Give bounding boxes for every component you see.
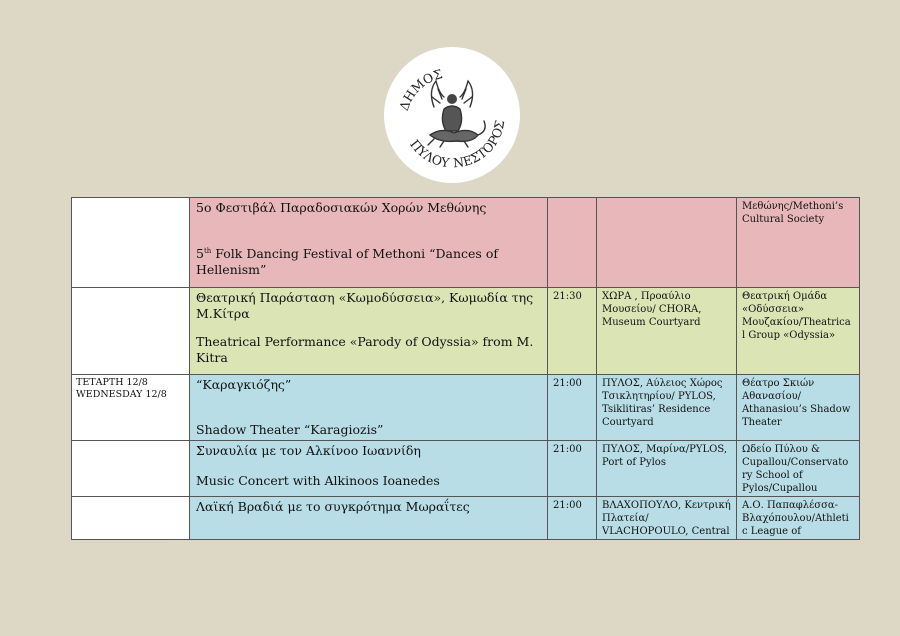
griffin-emblem-icon	[384, 47, 520, 183]
time-cell: 21:00	[548, 441, 597, 497]
event-title-cell	[190, 375, 548, 441]
events-table	[71, 197, 860, 540]
table-row	[72, 441, 860, 497]
event-title-greek: Θεατρική Παράσταση «Κωμοδύσσεια», Κωμωδία της Μ.Κίτρα	[196, 290, 534, 321]
day-greek: ΤΕΤΑΡΤΗ 12/8	[76, 377, 148, 388]
ordinal-number: 5	[196, 246, 204, 261]
event-title-greek: Συναυλία με τον Αλκίνοο Ιωαννίδη	[196, 443, 421, 458]
event-title-greek: “Καραγκιόζης”	[196, 377, 292, 392]
place-cell	[597, 497, 737, 540]
organizer-cell: Ωδείο Πύλου & Cupallou/Conservato ry School of Pylos/Cupallou	[737, 441, 860, 497]
event-title-english	[196, 246, 543, 278]
place-cell: ΠΥΛΟΣ, Μαρίνα/PYLOS, Port of Pylos	[597, 441, 737, 497]
organizer-cell: Θέατρο Σκιών Αθανασίου/ Athanasiou’s Shadow Theater	[737, 375, 860, 441]
event-title-cell	[190, 288, 548, 375]
table-row	[72, 288, 860, 375]
logo-text-bottom-left: ΠΥΛΟΥ	[407, 136, 451, 171]
event-title-greek: 5ο Φεστιβάλ Παραδοσιακών Χορών Μεθώνης	[196, 200, 487, 215]
logo-text-bottom-right: ΝΕΣΤΟΡΟΣ	[452, 119, 508, 171]
municipality-logo	[384, 47, 520, 183]
day-cell	[72, 288, 190, 375]
ordinal-suffix: th	[203, 246, 212, 255]
day-cell	[72, 497, 190, 540]
place-cell	[597, 198, 737, 288]
place-cell: ΧΩΡΑ , Προαύλιο Μουσείου/ CHORA, Museum Courtyard	[597, 288, 737, 375]
event-title-greek: Λαϊκή Βραδιά με το συγκρότημα Μωραΐτες	[196, 499, 470, 514]
time-cell: 21:00	[548, 497, 597, 540]
time-cell: 21:00	[548, 375, 597, 441]
event-title-english-text: Folk Dancing Festival of Methoni “Dances of Hellenism”	[196, 246, 498, 277]
event-title-cell	[190, 441, 548, 497]
time-cell: 21:30	[548, 288, 597, 375]
organizer-cell: Θεατρική Ομάδα «Οδύσσεια» Μουζακίου/Theatrica l Group «Odyssia»	[737, 288, 860, 375]
event-title-english: Theatrical Performance «Parody of Odyssia» from M. Kitra	[196, 334, 534, 365]
event-title-english: Shadow Theater “Karagiozis”	[196, 422, 384, 437]
day-cell	[72, 441, 190, 497]
table-row	[72, 198, 860, 288]
day-cell	[72, 375, 190, 441]
organizer-cell: Μεθώνης/Methoni’s Cultural Society	[737, 198, 860, 288]
event-title-cell	[190, 497, 548, 540]
time-cell	[548, 198, 597, 288]
organizer-text: Α.Ο. Παπαφλέσσα- Βλαχόπουλου/Athleti c League of	[742, 500, 849, 537]
logo-text-top: ΔΗΜΟΣ	[395, 66, 445, 113]
event-title-cell	[190, 198, 548, 288]
day-english: WEDNESDAY 12/8	[76, 389, 167, 400]
day-cell	[72, 198, 190, 288]
table-row	[72, 497, 860, 540]
event-title-english: Music Concert with Alkinoos Ioanedes	[196, 473, 440, 488]
table-row	[72, 375, 860, 441]
place-cell: ΠΥΛΟΣ, Αύλειος Χώρος Τσικλητηρίου/ PYLOS, Tsiklitiras’ Residence Courtyard	[597, 375, 737, 441]
organizer-cell	[737, 497, 860, 540]
place-text: ΒΛΑΧΟΠΟΥΛΟ, Κεντρική Πλατεία/ VLACHOPOULO, Central	[602, 500, 731, 537]
